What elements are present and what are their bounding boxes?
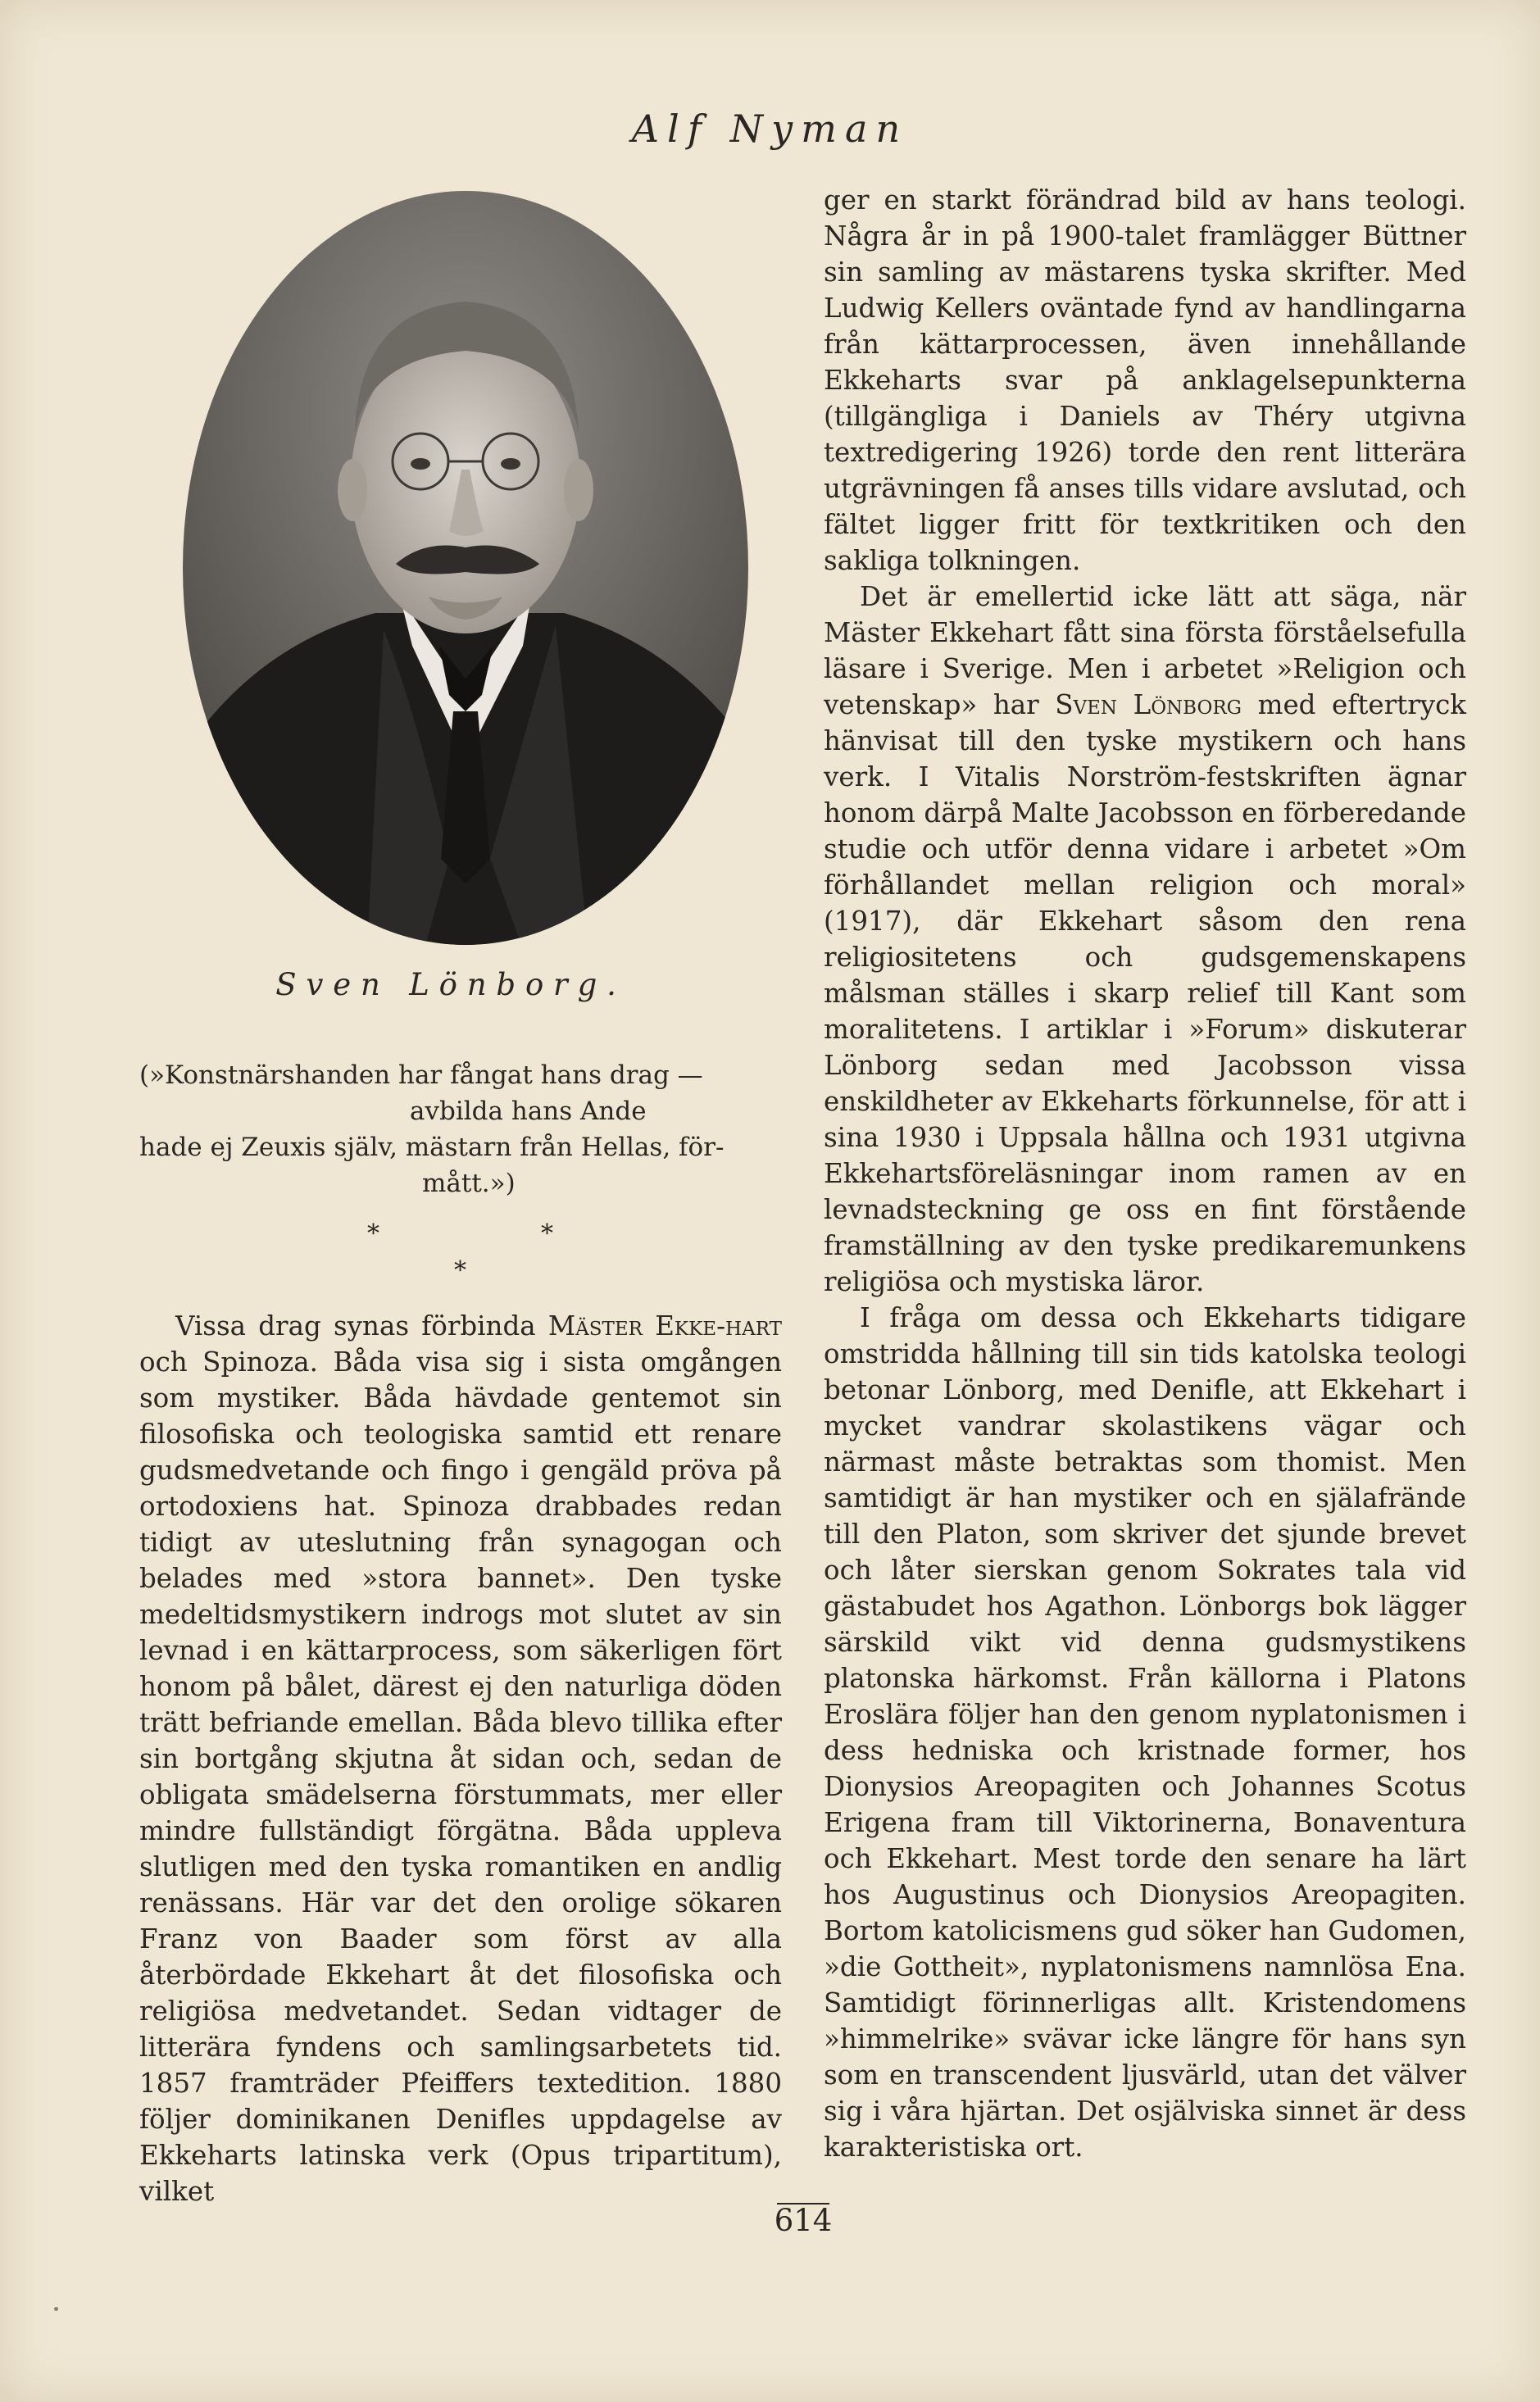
paragraph: I fråga om dessa och Ekkeharts tidigare omstridda hållning till sin tids katolska teologi betonar Lönborg, med Denifle, att Ekkehart i mycket vandrar skolastikens vägar och närmast måste betraktas som thomist. Men samtidigt är han mystiker och en själafrände till den Platon, som skriver det sjunde brevet och låter sierskan genom Sokrates tala vid gästabudet hos Agathon. Lönborgs bok lägger särskild vikt vid denna gudsmystikens platonska härkomst. Från källorna i Platons Eroslära följer han den genom nyplatonismen i dess hedniska och kristnade former, hos Dionysios Areopagiten och Johannes Scotus Erigena fram till Viktorinerna, Bonaventura och Ekkehart. Mest torde den senare ha lärt hos Augustinus och Dionysios Areopagiten. Bortom katolicismens gud söker han Gudomen, »die Gottheit», nyplatonismens namnlösa Ena. Samtidigt förinnerligas allt. Kristendomens »himmelrike» svävar icke längre för hans syn som en transcendent ljusvärld, utan det välver sig i våra hjärtan. Det osjälviska sinnet är dess karakteristiska ort. (824, 1302, 1466, 2163)
paragraph: Det är emellertid icke lätt att säga, när Mäster Ekkehart fått sina första förståelsefulla läsare i Sverige. Men i arbetet »Religion och vetenskap» har Sven Lönborg med eftertryck hänvisat till den tyske mystikern och hans verk. I Vitalis Norström-festskriften ägnar honom därpå Malte Jacobsson en förberedande studie och utför denna vidare i arbetet »Om förhållandet mellan religion och moral» (1917), där Ekkehart såsom den rena religiositetens och gudsgemenskapens målsman ställes i skarp relief till Kant som moralitetens. I artiklar i »Forum» diskuterar Lönborg sedan med Jacobsson vissa enskildheter av Ekkeharts förkunnelse, för att i sina 1930 i Uppsala hållna och 1931 utgivna Ekkehartsföreläsningar inom ramen av en levnadsteckning ge oss en fint förstående framställning av den tyske predikaremunkens religiösa och mystiska läror. (824, 581, 1467, 1297)
portrait-caption: Sven Lönborg. (275, 967, 626, 1002)
verse-line: (»Konstnärshanden har fångat hans drag — (139, 1060, 703, 1090)
verse-line: avbilda hans Ande (410, 1097, 647, 1126)
portrait-photo (179, 187, 752, 949)
paper-speck (54, 2307, 58, 2311)
person-name: Sven Lönborg (1055, 689, 1242, 720)
right-text-column (824, 182, 1466, 2165)
left-text-column (139, 1308, 782, 2209)
verse-line: hade ej Zeuxis själv, mästarn från Hellas, för- (139, 1133, 725, 1162)
paragraph: Vissa drag synas förbinda Mäster Ekke-hart och Spinoza. Båda visa sig i sista omgången som mystiker. Båda hävdade gentemot sin filosofiska och teologiska samtid ett renare gudsmedvetande och fingo i gengäld pröva på ortodoxiens hat. Spinoza drabbades redan tidigt av uteslutning från synagogan och belades med »stora bannet». Den tyske medeltidsmystikern indrogs mot slutet av sin levnad i en kättarprocess, som säkerligen fört honom på bålet, därest ej den naturliga döden trätt befriande emellan. Båda blevo tillika efter sin bortgång skjutna åt sidan och, sedan de obligata smädelserna förstummats, mer eller mindre fullständigt förgätna. Båda uppleva slutligen med den tyska romantiken en andlig renässans. Här var det den orolige sökaren Franz von Baader som först av alla återbördade Ekkehart åt det filosofiska och religiösa medvetandet. Sedan vidtager de litterära fyndens och samlingsarbetets tid. 1857 framträder Pfeiffers textedition. 1880 följer dominikanen Denifles uppdagelse av Ekkeharts latinska verk (Opus tripartitum), vilket (139, 1310, 782, 2207)
person-name: Mäster Ekke-hart (547, 1310, 782, 1342)
verse-line: mått.») (422, 1169, 516, 1198)
page-number: 614 (774, 2203, 833, 2238)
verse-quote (139, 1057, 787, 1201)
section-divider-asterisk: * (454, 1256, 466, 1285)
paragraph: ger en starkt förändrad bild av hans teologi. Några år in på 1900-talet framlägger Büttner sin samling av mästarens tyska skrifter. Med Ludwig Kellers oväntade fynd av handlingarna från kättarprocessen, även innehållande Ekkeharts svar på anklagelsepunkterna (tillgängliga i Daniels av Théry utgivna textredigering 1926) torde den rent litterära utgrävningen få anses tills vidare avslutad, och fältet ligger fritt för textkritiken och den sakliga tolkningen. (824, 184, 1466, 576)
section-divider-asterisk: * (367, 1219, 379, 1248)
running-head: Alf Nyman (631, 107, 909, 151)
section-divider-asterisk: * (541, 1219, 553, 1248)
